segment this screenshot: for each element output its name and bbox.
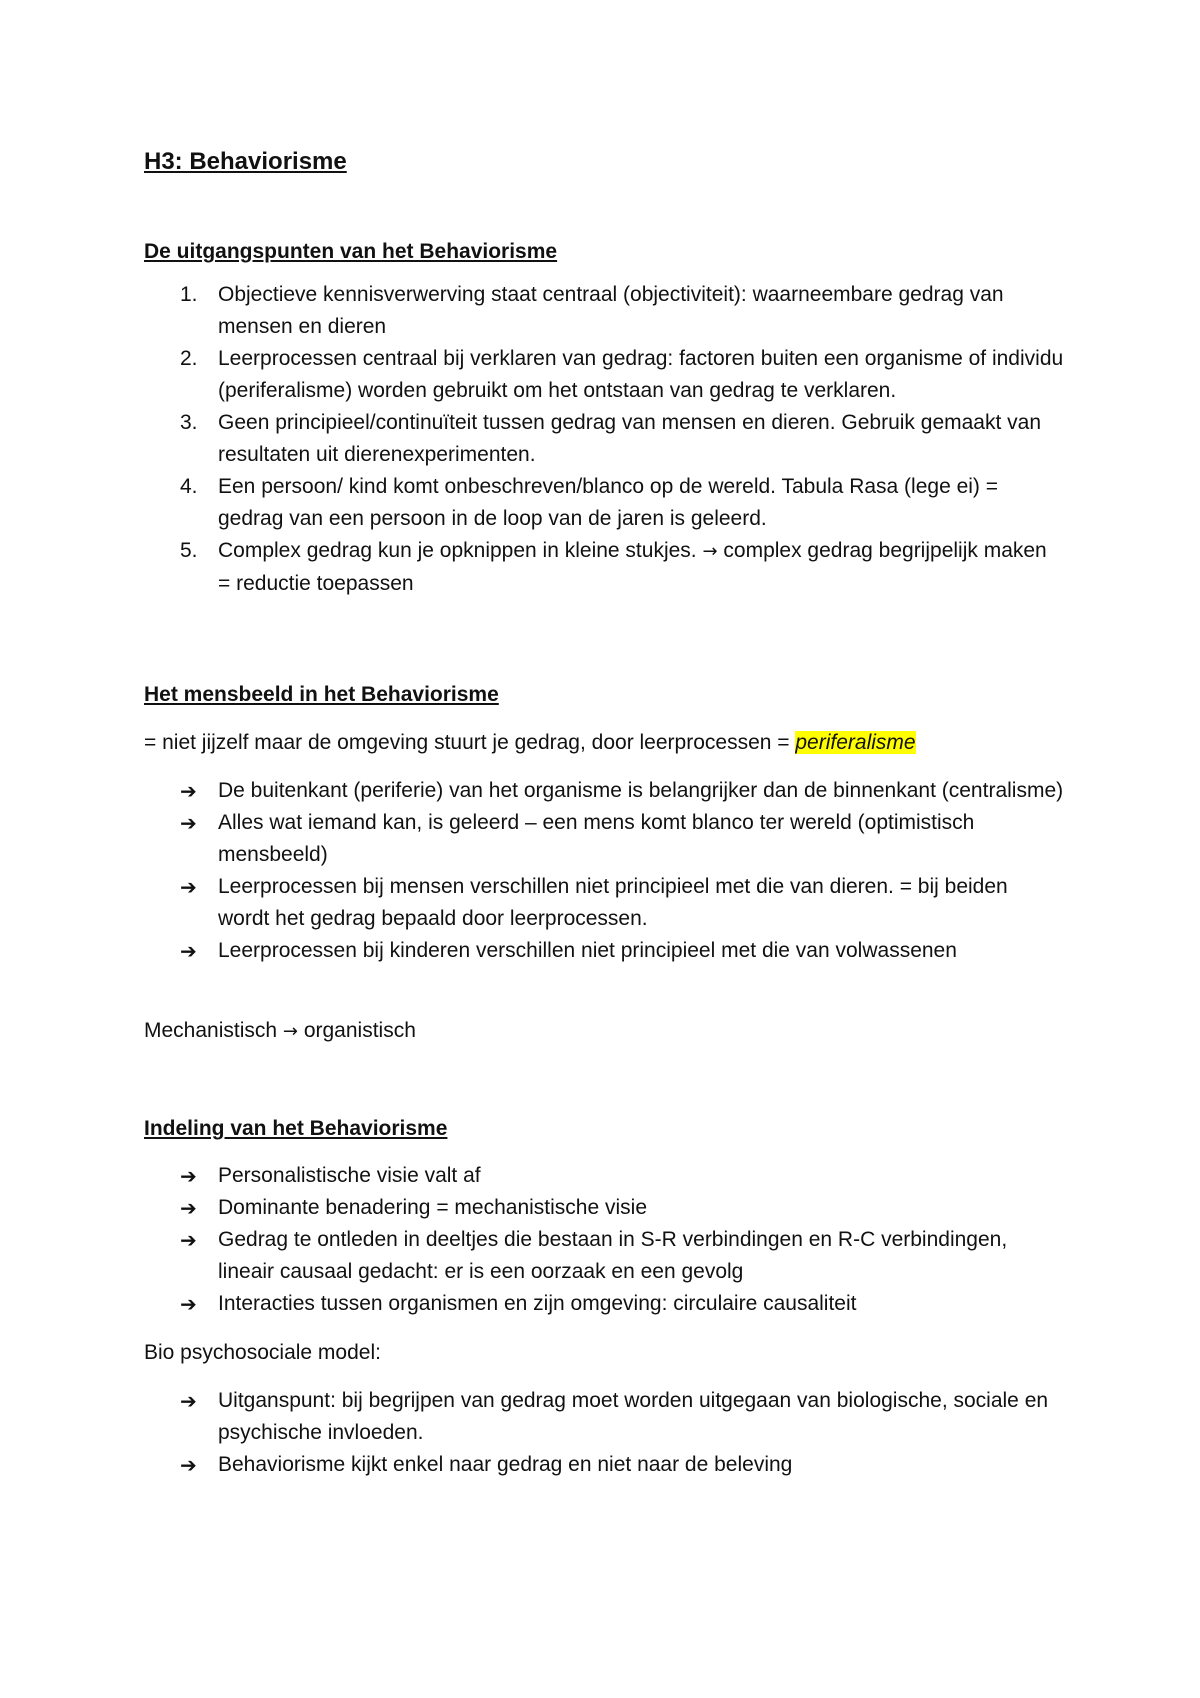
list-item-text: Objectieve kennisverwerving staat centraal (objectiviteit): waarneembare gedrag van mensen en dieren	[218, 283, 1004, 338]
list-item-text-a: Complex gedrag kun je opknippen in kleine stukjes.	[218, 539, 703, 562]
arrow-bullet-icon: ➔	[180, 939, 197, 963]
list-item	[144, 1160, 1064, 1192]
arrow-bullet-icon: ➔	[180, 1164, 197, 1188]
list-item-text: Leerprocessen centraal bij verklaren van gedrag: factoren buiten een organisme of individu (periferalisme) worden gebruikt om het ontstaan van gedrag te verklaren.	[218, 347, 1064, 402]
list-item-text: Alles wat iemand kan, is geleerd – een mens komt blanco ter wereld (optimistisch mensbeeld)	[218, 811, 975, 866]
footer-text-b: organistisch	[297, 1019, 416, 1042]
list-item	[144, 279, 1064, 343]
list-number: 1.	[180, 283, 198, 306]
arrow-bullet-icon: ➔	[180, 1453, 197, 1477]
list-item	[144, 1288, 1064, 1320]
arrow-bullet-icon: ➔	[180, 875, 197, 899]
list-item-text: Gedrag te ontleden in deeltjes die bestaan in S-R verbindingen en R-C verbindingen, lineair causaal gedacht: er is een oorzaak en een gevolg	[218, 1228, 1008, 1283]
arrow-right-icon: →	[702, 541, 718, 562]
mechanistisch-line	[144, 1015, 1064, 1048]
section-heading-mensbeeld: Het mensbeeld in het Behaviorisme	[144, 683, 499, 706]
list-item-text: Leerprocessen bij mensen verschillen niet principieel met die van dieren. = bij beiden wordt het gedrag bepaald door leerprocessen.	[218, 875, 1008, 930]
arrow-list-bio	[144, 1385, 1064, 1481]
page-title: H3: Behaviorisme	[144, 148, 347, 175]
list-item	[144, 807, 1064, 871]
list-item	[144, 775, 1064, 807]
section-heading-uitgangspunten: De uitgangspunten van het Behaviorisme	[144, 240, 558, 263]
list-item-text: Uitganspunt: bij begrijpen van gedrag moet worden uitgegaan van biologische, sociale en psychische invloeden.	[218, 1389, 1049, 1444]
list-number: 3.	[180, 411, 198, 434]
list-item-text: Personalistische visie valt af	[218, 1164, 481, 1187]
bio-psychosociale-heading: Bio psychosociale model:	[144, 1341, 381, 1364]
list-item	[144, 1449, 1064, 1481]
list-item-text: Een persoon/ kind komt onbeschreven/blanco op de wereld. Tabula Rasa (lege ei) = gedrag van een persoon in de loop van de jaren is geleerd.	[218, 475, 999, 530]
list-item-text-b: complex gedrag begrijpelijk maken = reductie toepassen	[218, 539, 1047, 595]
mensbeeld-intro	[144, 727, 1064, 759]
arrow-list-mensbeeld	[144, 775, 1064, 967]
list-item	[144, 407, 1064, 471]
list-item	[144, 1224, 1064, 1288]
list-item	[144, 535, 1064, 600]
footer-text-a: Mechanistisch	[144, 1019, 283, 1042]
list-item	[144, 1385, 1064, 1449]
list-item-text: Geen principieel/continuïteit tussen gedrag van mensen en dieren. Gebruik gemaakt van resultaten uit dierenexperimenten.	[218, 411, 1041, 466]
numbered-list	[144, 279, 1064, 600]
list-item-text: Leerprocessen bij kinderen verschillen niet principieel met die van volwassenen	[218, 939, 957, 962]
list-item-text: De buitenkant (periferie) van het organisme is belangrijker dan de binnenkant (centralisme)	[218, 779, 1064, 802]
arrow-bullet-icon: ➔	[180, 779, 197, 803]
list-item	[144, 871, 1064, 935]
list-item	[144, 1192, 1064, 1224]
arrow-list-indeling	[144, 1160, 1064, 1320]
arrow-bullet-icon: ➔	[180, 1389, 197, 1413]
list-item	[144, 343, 1064, 407]
intro-text: = niet jijzelf maar de omgeving stuurt je gedrag, door leerprocessen =	[144, 731, 796, 754]
arrow-bullet-icon: ➔	[180, 811, 197, 835]
arrow-bullet-icon: ➔	[180, 1228, 197, 1252]
highlighted-term: periferalisme	[795, 731, 916, 754]
list-item	[144, 471, 1064, 535]
list-item-text: Behaviorisme kijkt enkel naar gedrag en niet naar de beleving	[218, 1453, 793, 1476]
arrow-bullet-icon: ➔	[180, 1292, 197, 1316]
list-item-text: Dominante benadering = mechanistische visie	[218, 1196, 647, 1219]
list-item	[144, 935, 1064, 967]
list-number: 4.	[180, 475, 198, 498]
section-heading-indeling: Indeling van het Behaviorisme	[144, 1117, 448, 1140]
list-number: 5.	[180, 539, 198, 562]
arrow-bullet-icon: ➔	[180, 1196, 197, 1220]
arrow-right-icon: →	[282, 1021, 298, 1042]
list-item-text: Interacties tussen organismen en zijn omgeving: circulaire causaliteit	[218, 1292, 857, 1315]
list-number: 2.	[180, 347, 198, 370]
